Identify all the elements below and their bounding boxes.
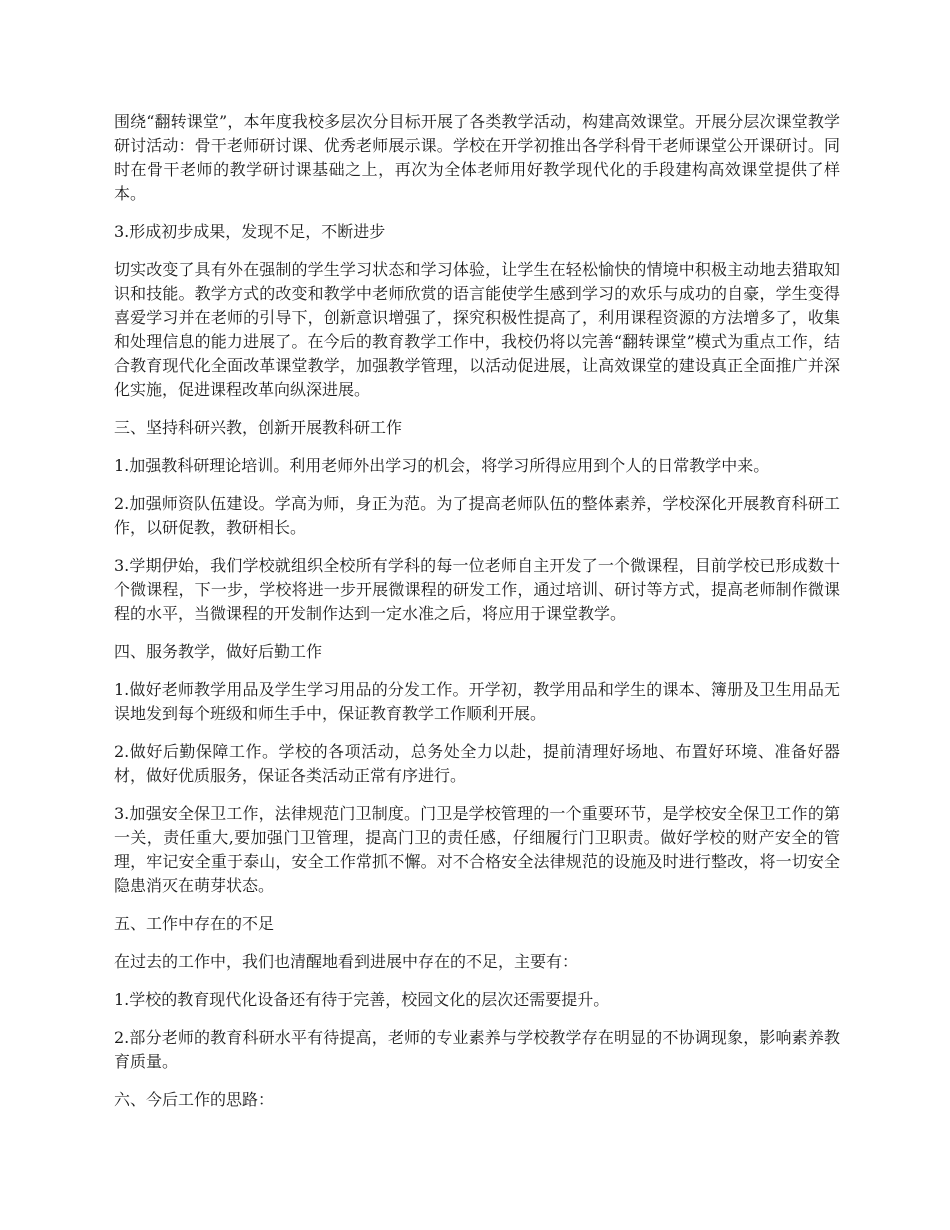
paragraph-shortcomings-intro: 在过去的工作中，我们也清醒地看到进展中存在的不足，主要有： bbox=[114, 952, 579, 971]
paragraph-flipped-classroom: 围绕“翻转课堂”，本年度我校多层次分目标开展了各类教学活动，构建高效课堂。开展分层次课堂教学研讨活动：骨干老师研讨课、优秀老师展示课。学校在开学初推出各学科骨干老师课堂公开课研讨。同时在骨干老师的教学研讨课基础之上，再次为全体老师用好教学现代化的手段建构高效课堂提供了样本。 bbox=[114, 112, 840, 203]
paragraph-research-training: 1.加强教科研理论培训。利用老师外出学习的机会，将学习所得应用到个人的日常教学中来。 bbox=[114, 456, 770, 475]
section-heading-future-plans: 六、今后工作的思路： bbox=[114, 1090, 275, 1109]
paragraph-learning-state: 切实改变了具有外在强制的学生学习状态和学习体验，让学生在轻松愉快的情境中积极主动地去猎取知识和技能。教学方式的改变和教学中老师欣赏的语言能使学生感到学习的欢乐与成功的自豪，学生变得喜爱学习并在老师的引导下，创新意识增强了，探究积极性提高了，利用课程资源的方法增多了，收集和处理信息的能力进展了。在今后的教育教学工作中，我校仍将以完善“翻转课堂”模式为重点工作，结合教育现代化全面改革课堂教学，加强教学管理，以活动促进展，让高效课堂的建设真正全面推广并深化实施，促进课程改革向纵深进展。 bbox=[114, 260, 840, 399]
section-heading-shortcomings: 五、工作中存在的不足 bbox=[114, 914, 275, 933]
paragraph-shortcoming-research: 2.部分老师的教育科研水平有待提高，老师的专业素养与学校教学存在明显的不协调现象，影响素养教育质量。 bbox=[114, 1028, 840, 1071]
section-heading-research: 三、坚持科研兴教，创新开展教科研工作 bbox=[114, 418, 403, 437]
paragraph-support: 2.做好后勤保障工作。学校的各项活动，总务处全力以赴，提前清理好场地、布置好环境、准备好器材，做好优质服务，保证各类活动正常有序进行。 bbox=[114, 742, 840, 785]
paragraph-security: 3.加强安全保卫工作，法律规范门卫制度。门卫是学校管理的一个重要环节，是学校安全保卫工作的第一关，责任重大,要加强门卫管理，提高门卫的责任感，仔细履行门卫职责。做好学校的财产安全的管理，牢记安全重于泰山，安全工作常抓不懈。对不合格安全法律规范的设施及时进行整改，将一切安全隐患消灭在萌芽状态。 bbox=[114, 804, 840, 895]
section-heading-logistics: 四、服务教学，做好后勤工作 bbox=[114, 642, 323, 661]
document-body bbox=[114, 110, 840, 1126]
paragraph-micro-course: 3.学期伊始，我们学校就组织全校所有学科的每一位老师自主开发了一个微课程，目前学校已形成数十个微课程，下一步，学校将进一步开展微课程的研发工作，通过培训、研讨等方式，提高老师制作微课程的水平，当微课程的开发制作达到一定水准之后，将应用于课堂教学。 bbox=[114, 556, 840, 623]
paragraph-teacher-team: 2.加强师资队伍建设。学高为师，身正为范。为了提高老师队伍的整体素养，学校深化开展教育科研工作，以研促教，教研相长。 bbox=[114, 494, 840, 537]
paragraph-shortcoming-equipment: 1.学校的教育现代化设备还有待于完善，校园文化的层次还需要提升。 bbox=[114, 990, 610, 1009]
subheading-initial-results: 3.形成初步成果，发现不足，不断进步 bbox=[114, 222, 386, 241]
paragraph-supplies: 1.做好老师教学用品及学生学习用品的分发工作。开学初，教学用品和学生的课本、簿册及卫生用品无误地发到每个班级和师生手中，保证教育教学工作顺利开展。 bbox=[114, 680, 840, 723]
